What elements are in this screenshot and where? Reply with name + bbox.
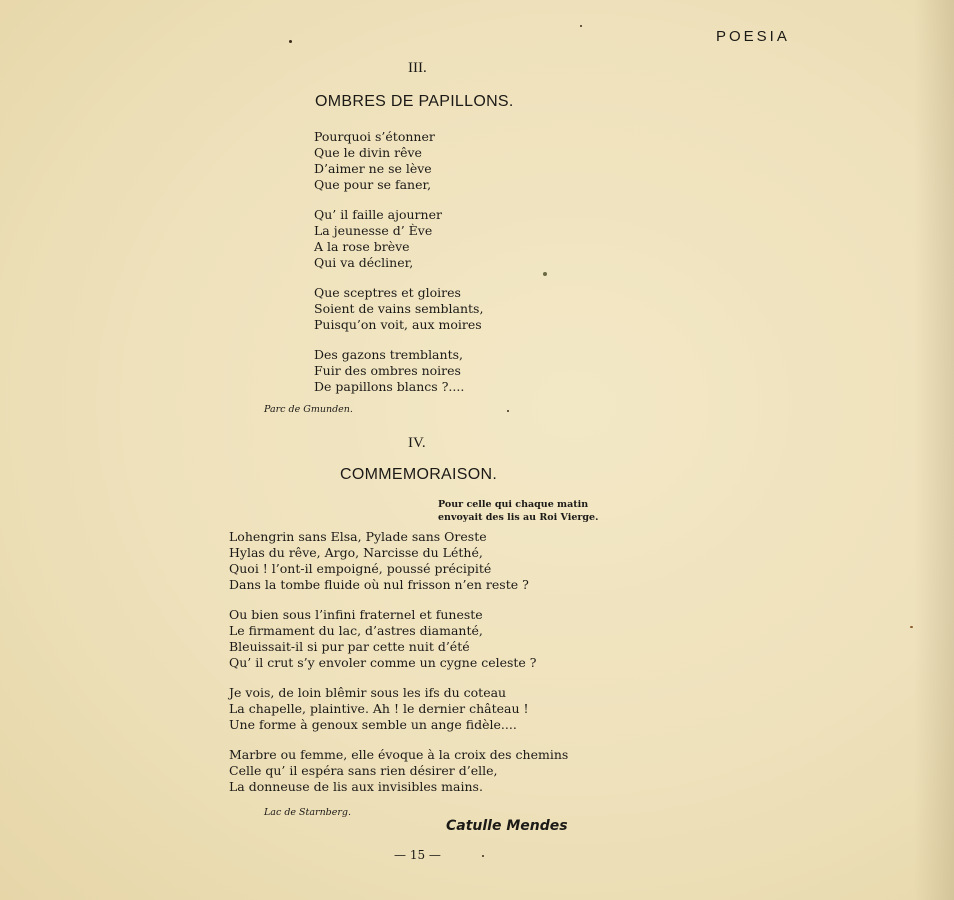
verse-line: Dans la tombe fluide où nul frisson n’en reste ? <box>229 577 529 592</box>
verse-line: Celle qu’ il espéra sans rien désirer d’elle, <box>229 763 498 778</box>
dedication-line: envoyait des lis au Roi Vierge. <box>438 512 599 523</box>
verse-line: Soient de vains semblants, <box>314 301 484 316</box>
poem-iii-title: OMBRES DE PAPILLONS. <box>315 93 514 110</box>
verse-line: Qu’ il faille ajourner <box>314 207 442 222</box>
verse-line: Je vois, de loin blêmir sous les ifs du coteau <box>229 685 507 700</box>
verse-line: Marbre ou femme, elle évoque à la croix des chemins <box>229 747 569 762</box>
paper-speck <box>507 410 509 412</box>
author-signature: Catulle Mendes <box>446 818 568 834</box>
stanza <box>229 747 568 795</box>
poem-iii-number: III. <box>408 60 427 76</box>
poem-iv-dedication <box>438 498 598 524</box>
poem-iv-title: COMMEMORAISON. <box>340 466 498 483</box>
verse-line: Bleuissait-il si pur par cette nuit d’été <box>229 639 470 654</box>
verse-line: La donneuse de lis aux invisibles mains. <box>229 779 483 794</box>
paper-speck <box>580 25 582 27</box>
stanza <box>314 207 483 271</box>
dedication-line: Pour celle qui chaque matin <box>438 499 589 510</box>
verse-line: Lohengrin sans Elsa, Pylade sans Oreste <box>229 529 487 544</box>
running-head: POESIA <box>716 28 790 45</box>
verse-line: Hylas du rêve, Argo, Narcisse du Léthé, <box>229 545 483 560</box>
verse-line: Qu’ il crut s’y envoler comme un cygne celeste ? <box>229 655 537 670</box>
verse-line: Qui va décliner, <box>314 255 414 270</box>
verse-line: La chapelle, plaintive. Ah ! le dernier château ! <box>229 701 529 716</box>
verse-line: La jeunesse d’ Ève <box>314 223 433 238</box>
verse-line: Des gazons tremblants, <box>314 347 463 362</box>
verse-line: Que le divin rêve <box>314 145 422 160</box>
paper-speck <box>289 40 292 43</box>
verse-line: Que pour se faner, <box>314 177 432 192</box>
poem-iii-verse <box>314 129 483 395</box>
verse-line: De papillons blancs ?.... <box>314 379 465 394</box>
verse-line: A la rose brève <box>314 239 410 254</box>
poem-iii-place: Parc de Gmunden. <box>264 404 353 415</box>
stanza <box>229 685 568 733</box>
verse-line: D’aimer ne se lève <box>314 161 432 176</box>
verse-line: Une forme à genoux semble un ange fidèle.... <box>229 717 517 732</box>
verse-line: Puisqu’on voit, aux moires <box>314 317 482 332</box>
poem-iv-number: IV. <box>408 435 426 451</box>
paper-speck <box>543 272 547 276</box>
poem-iv-place: Lac de Starnberg. <box>264 807 352 818</box>
stanza <box>229 529 568 593</box>
stanza <box>314 129 483 193</box>
stanza <box>314 285 483 333</box>
verse-line: Quoi ! l’ont-il empoigné, poussé précipité <box>229 561 492 576</box>
paper-speck <box>482 855 484 857</box>
verse-line: Le firmament du lac, d’astres diamanté, <box>229 623 483 638</box>
paper-speck <box>910 626 913 628</box>
verse-line: Pourquoi s’étonner <box>314 129 435 144</box>
verse-line: Fuir des ombres noires <box>314 363 461 378</box>
verse-line: Que sceptres et gloires <box>314 285 461 300</box>
stanza <box>314 347 483 395</box>
verse-line: Ou bien sous l’infini fraternel et funeste <box>229 607 483 622</box>
poem-iv-verse <box>229 529 568 795</box>
page-number: — 15 — <box>394 848 441 862</box>
stanza <box>229 607 568 671</box>
